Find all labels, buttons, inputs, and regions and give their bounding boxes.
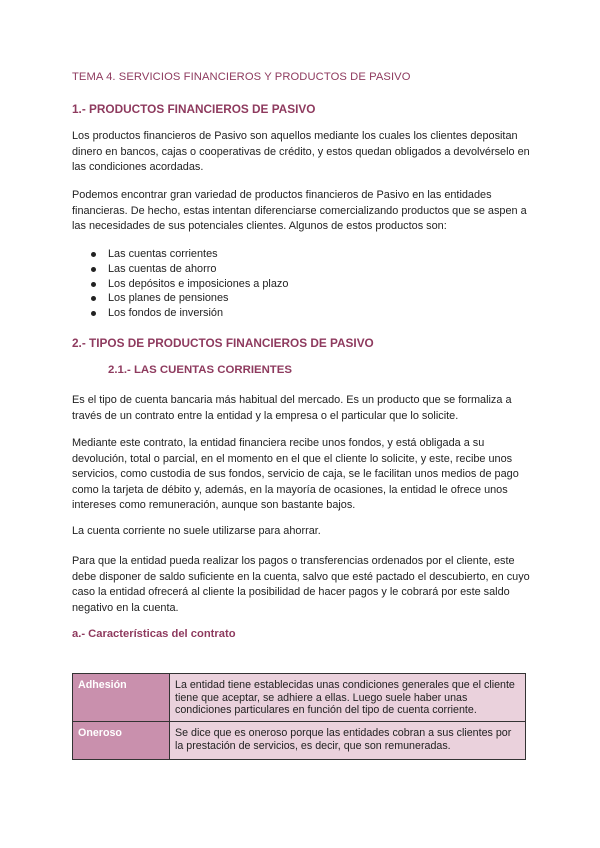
contract-characteristics-heading: a.- Características del contrato xyxy=(72,628,236,640)
section-2-paragraph-2: Mediante este contrato, la entidad financiera recibe unos fondos, y está obligada a su devolución, total o parcial, en el momento en el que el cliente lo solicite, y este, recibe unos servicios, como custodia de sus fondos, servicio de caja, se le facilitan unos medios de pago como la tarjeta de débito y, además, en la mayoría de ocasiones, la entidad le ofrece unos intereses como remuneración, aunque son bastante bajos. xyxy=(72,437,519,511)
table-definition: Se dice que es oneroso porque las entidades cobran a sus clientes por la prestación de servicios, es decir, que son remuneradas. xyxy=(170,722,526,760)
document-title: TEMA 4. SERVICIOS FINANCIEROS Y PRODUCTOS DE PASIVO xyxy=(72,71,411,83)
table-term: Oneroso xyxy=(73,722,170,760)
section-2-1-heading: 2.1.- LAS CUENTAS CORRIENTES xyxy=(108,364,292,376)
section-1-paragraph-2: Podemos encontrar gran variedad de productos financieros de Pasivo en las entidades financieras. De hecho, estas intentan diferenciarse comercializando productos que se aspen a las necesidades de sus potenciales clientes. Algunos de estos productos son: xyxy=(72,189,527,232)
section-1-heading: 1.- PRODUCTOS FINANCIEROS DE PASIVO xyxy=(72,102,316,116)
table-term: Adhesión xyxy=(73,674,170,722)
table-row xyxy=(73,674,526,722)
list-item: Las cuentas corrientes xyxy=(90,247,288,262)
contract-characteristics-table xyxy=(72,673,526,760)
list-item: Los fondos de inversión xyxy=(90,306,288,321)
section-2-paragraph-4: Para que la entidad pueda realizar los pagos o transferencias ordenados por el cliente, este debe disponer de saldo suficiente en la cuenta, salvo que esté pactado el descubierto, en cuyo caso la entidad ofrecerá al cliente la posibilidad de hacer pagos y le cobrará por este saldo negativo en la cuenta. xyxy=(72,555,530,614)
list-item: Los depósitos e imposiciones a plazo xyxy=(90,277,288,292)
section-2-paragraph-1: Es el tipo de cuenta bancaria más habitual del mercado. Es un producto que se formaliza a través de un contrato entre la entidad y la empresa o el particular que lo solicite. xyxy=(72,394,512,422)
section-2-paragraph-3: La cuenta corriente no suele utilizarse para ahorrar. xyxy=(72,525,321,537)
table-definition: La entidad tiene establecidas unas condiciones generales que el cliente tiene que aceptar, se adhiere a ellas. Luego suele haber unas condiciones particulares en función del tipo de cuenta corriente. xyxy=(170,674,526,722)
list-item: Las cuentas de ahorro xyxy=(90,262,288,277)
products-list xyxy=(90,247,288,321)
list-item: Los planes de pensiones xyxy=(90,291,288,306)
section-1-paragraph-1: Los productos financieros de Pasivo son aquellos mediante los cuales los clientes depositan dinero en bancos, cajas o cooperativas de crédito, y estos quedan obligados a devolvérselo en las condiciones acordadas. xyxy=(72,130,530,173)
section-2-heading: 2.- TIPOS DE PRODUCTOS FINANCIEROS DE PASIVO xyxy=(72,336,374,350)
table-row xyxy=(73,722,526,760)
